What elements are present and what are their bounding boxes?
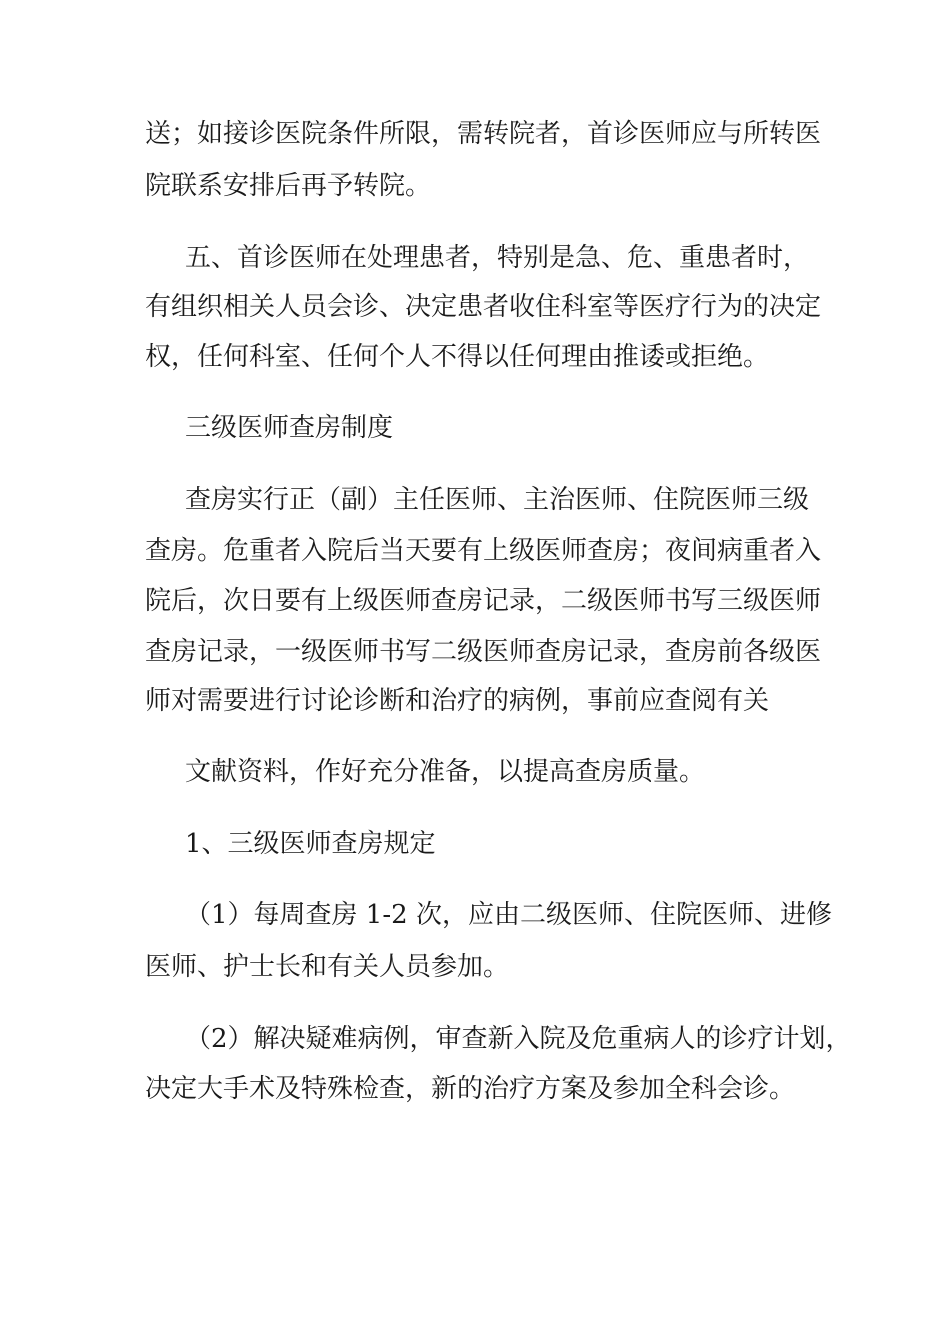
- text-line: 院联系安排后再予转院。: [145, 171, 432, 201]
- text-line: 查房。危重者入院后当天要有上级医师查房；夜间病重者入: [145, 536, 822, 566]
- text-line: 医师、护士长和有关人员参加。: [145, 952, 510, 982]
- text-line: 五、首诊医师在处理患者，特别是急、危、重患者时，: [185, 243, 810, 273]
- text-line: 决定大手术及特殊检查，新的治疗方案及参加全科会诊。: [145, 1074, 796, 1104]
- text-line: 查房记录，一级医师书写二级医师查房记录，查房前各级医: [145, 637, 822, 667]
- text-line: 送；如接诊医院条件所限，需转院者，首诊医师应与所转医: [145, 119, 822, 149]
- text-line: 查房实行正（副）主任医师、主治医师、住院医师三级: [185, 485, 810, 515]
- text-line: 文献资料，作好充分准备，以提高查房质量。: [185, 757, 706, 787]
- section-heading: 三级医师查房制度: [185, 413, 394, 443]
- text-line: 有组织相关人员会诊、决定患者收住科室等医疗行为的决定: [145, 292, 822, 322]
- text-line: （2）解决疑难病例，审查新入院及危重病人的诊疗计划，: [185, 1024, 852, 1054]
- text-line: 权，任何科室、任何个人不得以任何理由推诿或拒绝。: [145, 342, 770, 372]
- text-line: 师对需要进行讨论诊断和治疗的病例，事前应查阅有关: [145, 686, 770, 716]
- subheading: 1、三级医师查房规定: [185, 829, 436, 859]
- text-line: （1）每周查房 1-2 次，应由二级医师、住院医师、进修: [185, 900, 832, 930]
- text-line: 院后，次日要有上级医师查房记录，二级医师书写三级医师: [145, 586, 822, 616]
